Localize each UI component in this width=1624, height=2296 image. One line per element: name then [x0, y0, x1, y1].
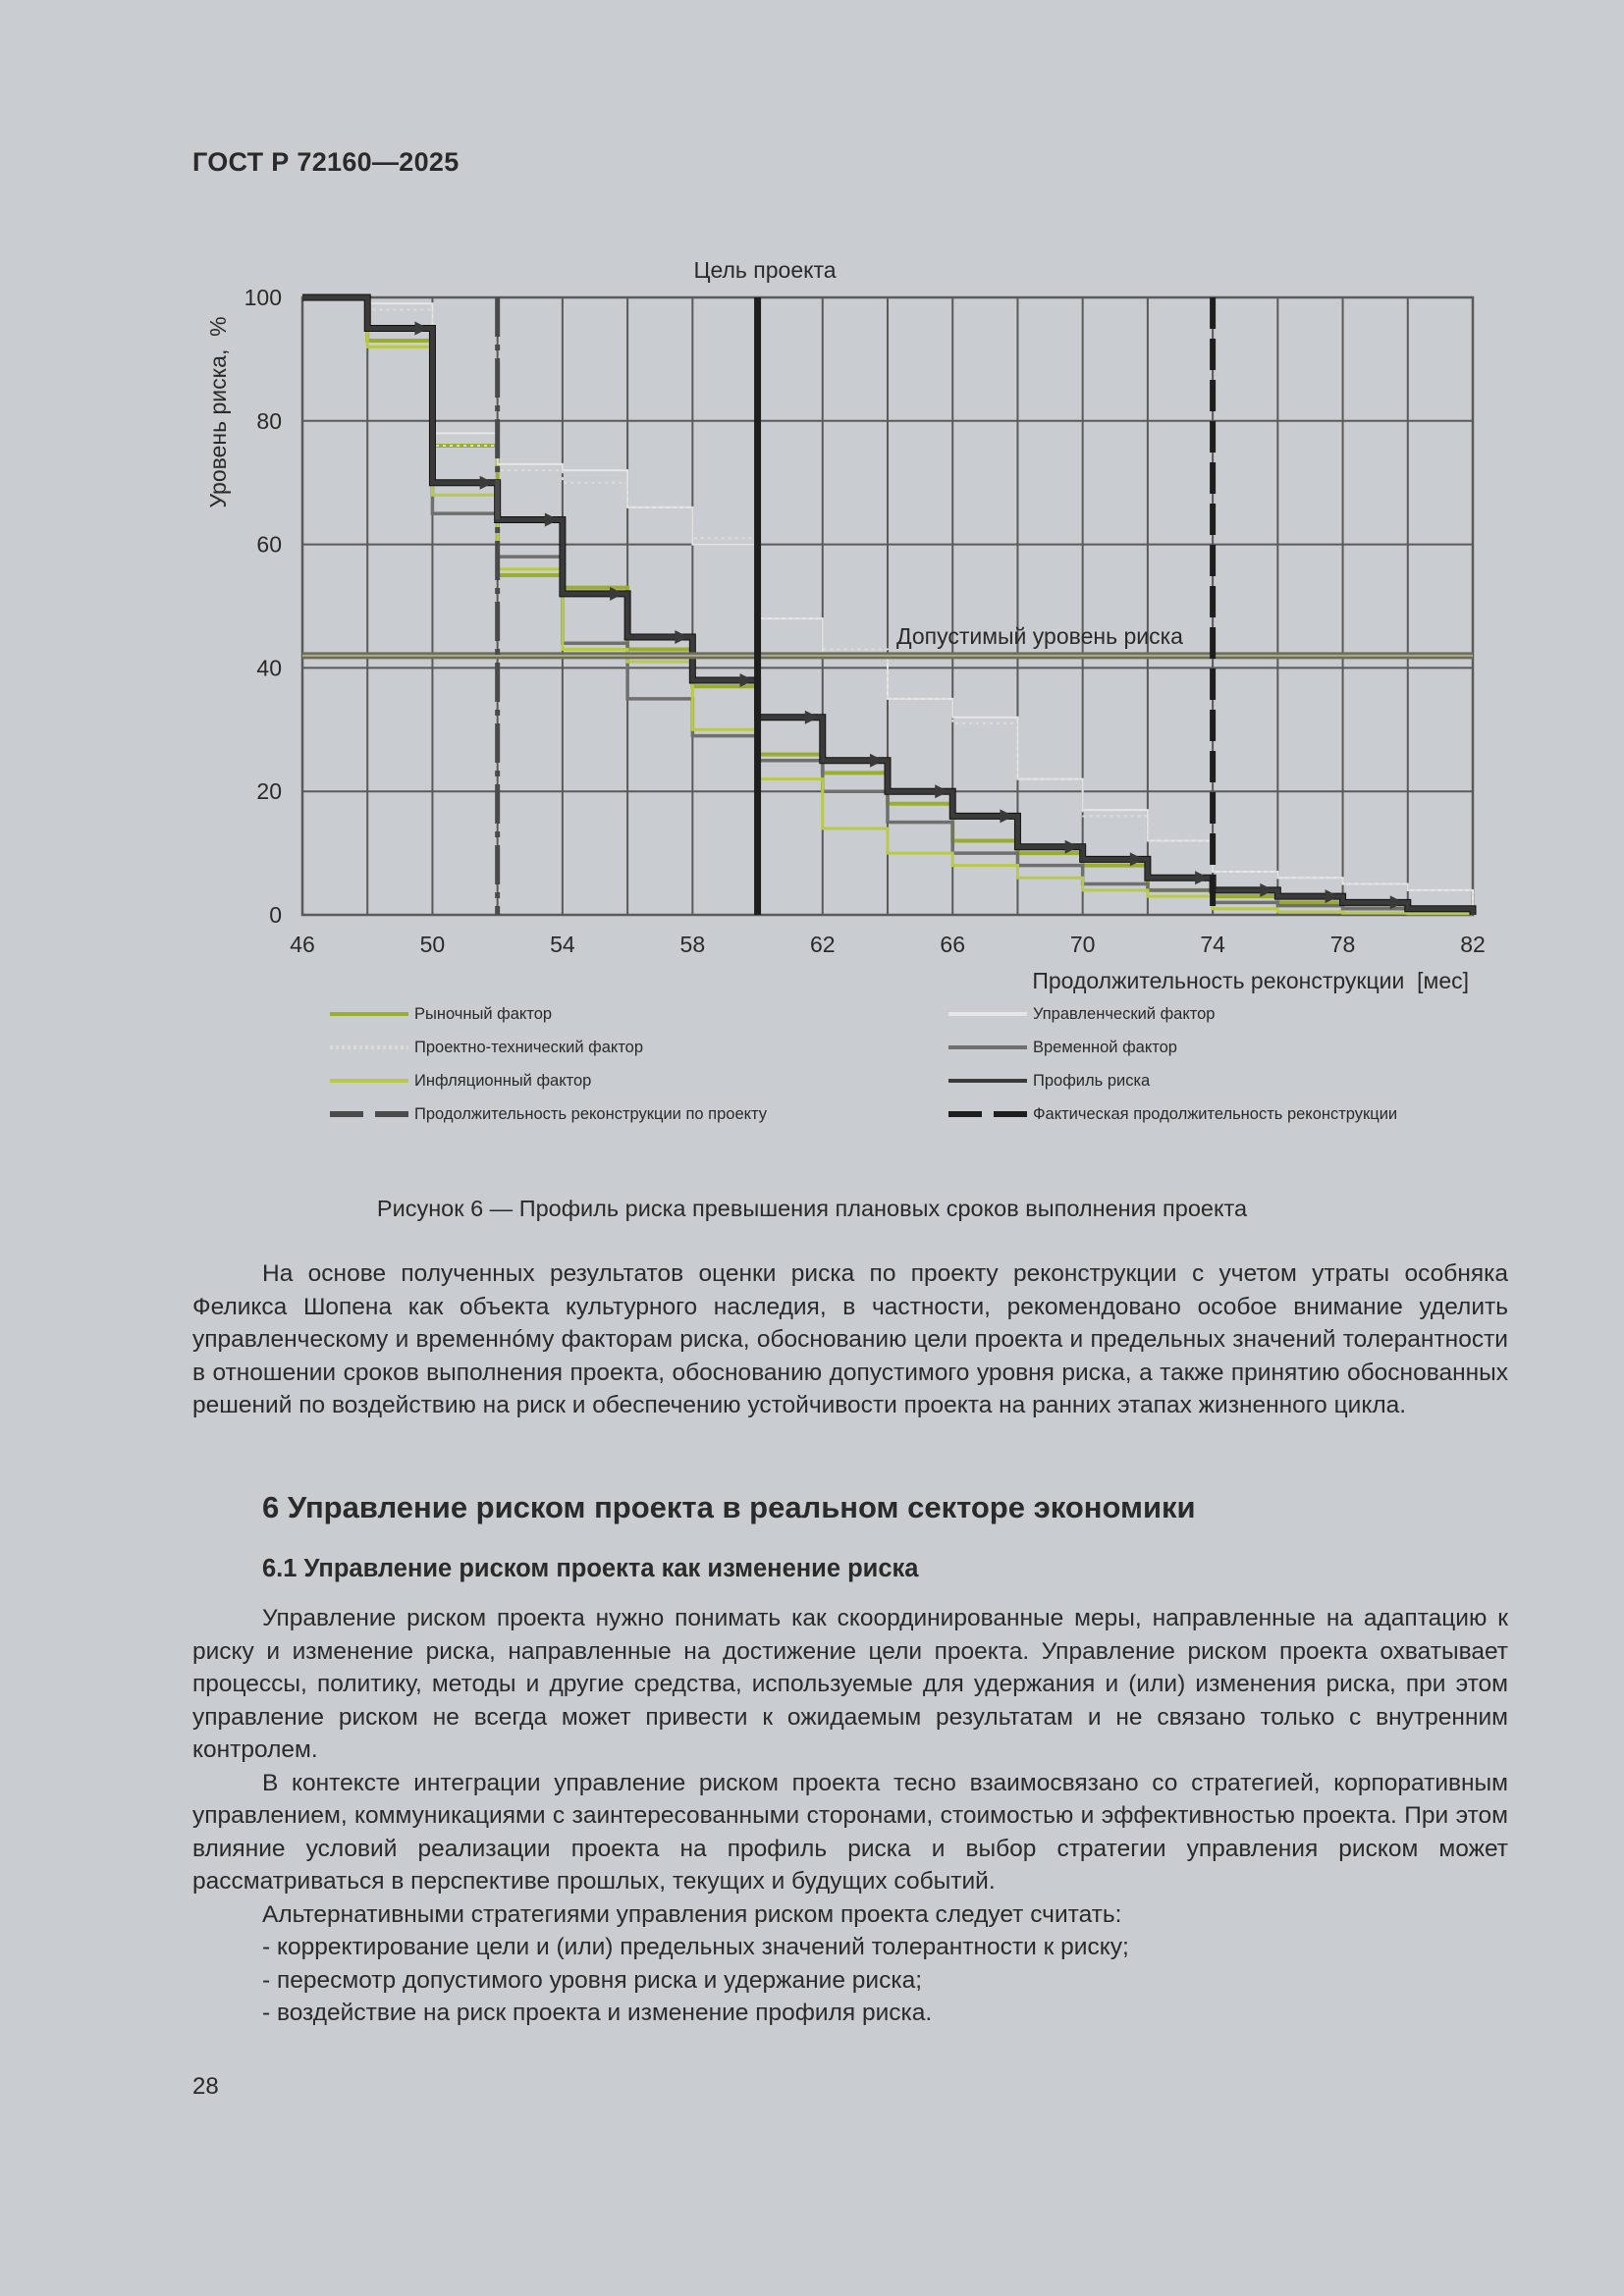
- x-tick-label: 74: [1200, 932, 1225, 957]
- y-tick-label: 20: [256, 778, 282, 805]
- paragraph: В контексте интеграции управление риском проекта тесно взаимосвязано со стратегией, корпоративным управлением, коммуникациями с заинтересованными сторонами, стоимостью и эффективностью проекта. При этом влияние условий реализации проекта на профиль риска и выбор стратегии управления риском может рассматриваться в перспективе прошлых, текущих и будущих событий.: [192, 1769, 1508, 1895]
- legend-label: Инфляционный фактор: [414, 1071, 592, 1090]
- y-tick-label: 40: [256, 655, 282, 681]
- legend-swatch: [330, 1108, 408, 1120]
- legend-entry: [330, 1037, 643, 1058]
- series-arrow: [675, 630, 688, 644]
- paragraph: На основе полученных результатов оценки риска по проекту реконструкции с учетом утраты особняка Феликса Шопена как объекта культурного наследия, в частности, рекомендовано особое внимание уделить управленческому и временнóму факторам риска, обоснованию цели проекта и предельных значений толерантности в отношении сроков выполнения проекта, обоснованию допустимого уровня риска, а также принятию обоснованных решений по воздействию на риск и обеспечению устойчивости проекта на ранних этапах жизненного цикла.: [192, 1260, 1508, 1418]
- legend-entry: [330, 1070, 591, 1092]
- x-tick-label: 78: [1329, 932, 1356, 957]
- list-item: - корректирование цели и (или) предельных значений толерантности к риску;: [262, 1934, 1129, 1960]
- section-title: 6 Управление риском проекта в реальном секторе экономики: [262, 1490, 1196, 1524]
- legend-entry: [948, 1003, 1215, 1025]
- risk-profile-chart: [0, 236, 1624, 1001]
- subsection-title: 6.1 Управление риском проекта как изменение риска: [262, 1555, 919, 1582]
- section-text: [192, 1602, 1508, 2030]
- list-item: - воздействие на риск проекта и изменение профиля риска.: [262, 2000, 933, 2026]
- series-arrow: [414, 321, 428, 335]
- legend-entry: [330, 1003, 552, 1025]
- legend-label: Продолжительность реконструкции по проекту: [414, 1104, 768, 1123]
- legend-swatch: [330, 1008, 408, 1020]
- legend-swatch: [330, 1041, 408, 1053]
- legend-label: Фактическая продолжительность реконструкции: [1033, 1104, 1398, 1123]
- page-number: 28: [192, 2073, 219, 2100]
- y-tick-label: 80: [256, 407, 282, 434]
- chart-title: Цель проекта: [693, 257, 837, 283]
- legend-label: Временной фактор: [1033, 1038, 1177, 1056]
- series-arrow: [935, 784, 948, 798]
- list-item: - пересмотр допустимого уровня риска и удержание риска;: [262, 1966, 923, 1994]
- series-arrow: [870, 754, 884, 768]
- series-arrow: [545, 512, 559, 526]
- legend-label: Рыночный фактор: [414, 1004, 553, 1023]
- series-arrow: [1195, 871, 1209, 884]
- x-tick-label: 66: [940, 932, 966, 957]
- strategy-list: [192, 1931, 1508, 2030]
- legend-entry: [330, 1103, 767, 1125]
- x-tick-label: 82: [1460, 932, 1486, 957]
- x-tick-label: 54: [550, 932, 575, 957]
- legend-swatch: [948, 1008, 1027, 1020]
- legend-swatch: [330, 1075, 408, 1087]
- legend-swatch: [948, 1108, 1027, 1120]
- legend-swatch: [948, 1075, 1027, 1087]
- figure-caption: Рисунок 6 — Профиль риска превышения плановых сроков выполнения проекта: [376, 1196, 1248, 1221]
- y-tick-label: 100: [244, 285, 282, 310]
- document-header: ГОСТ Р 72160—2025: [192, 147, 460, 177]
- legend-label: Профиль риска: [1033, 1071, 1151, 1090]
- legend-label: Управленческий фактор: [1033, 1004, 1216, 1023]
- x-tick-label: 46: [290, 932, 315, 957]
- y-tick-label: 60: [256, 531, 282, 558]
- paragraph: Управление риском проекта нужно понимать как скоординированные меры, направленные на адаптацию к риску и изменение риска, направленные на достижение цели проекта. Управление риском проекта охватывает процессы, политику, методы и другие средства, используемые для удержания и (или) изменения риска, при этом управление риском не всегда может привести к ожидаемым результатам и не связано только с внутренним контролем.: [192, 1605, 1508, 1763]
- series-arrow: [480, 476, 494, 490]
- legend-entry: [948, 1070, 1150, 1092]
- x-tick-label: 62: [809, 932, 836, 957]
- series-arrow: [1000, 809, 1013, 823]
- x-tick-label: 50: [419, 932, 446, 957]
- y-tick-label: 0: [269, 902, 282, 928]
- legend-label: Проектно-технический фактор: [414, 1038, 644, 1056]
- x-tick-label: 58: [679, 932, 706, 957]
- legend-entry: [948, 1037, 1177, 1058]
- intro-text: [192, 1257, 1508, 1422]
- series-arrow: [805, 711, 819, 724]
- acceptable-level-label: Допустимый уровень риска: [896, 623, 1183, 649]
- chart-legend: [330, 1003, 1489, 1131]
- legend-swatch: [948, 1041, 1027, 1053]
- paragraph: Альтернативными стратегиями управления риском проекта следует считать:: [262, 1900, 1122, 1928]
- x-axis-label: Продолжительность реконструкции [мес]: [1032, 968, 1469, 993]
- legend-entry: [948, 1103, 1397, 1125]
- y-axis-label: Уровень риска, %: [205, 316, 231, 508]
- x-tick-label: 70: [1069, 932, 1096, 957]
